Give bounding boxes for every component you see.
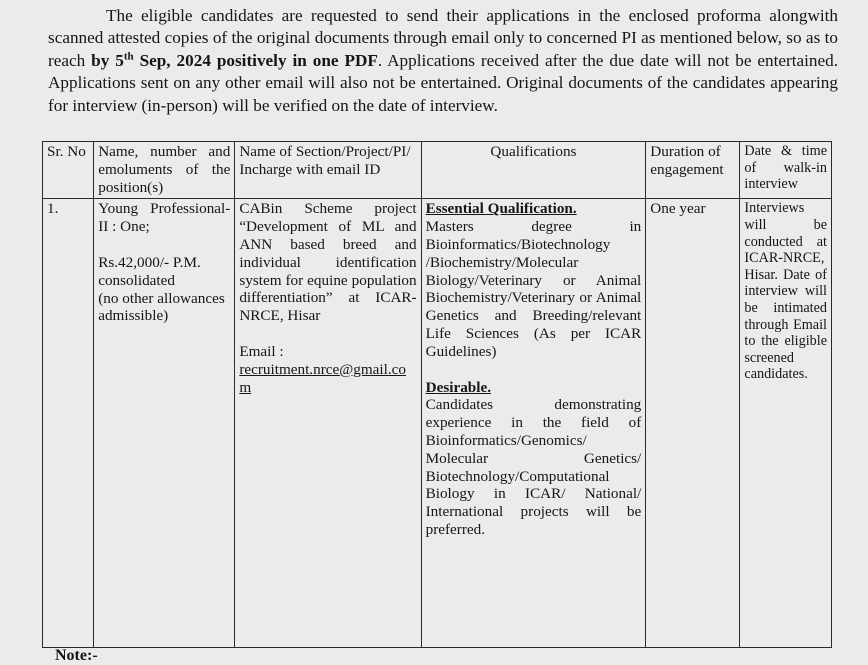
intro-part1: The eligible candidates are requested to send their applications in the enclosed proforma alongwith scanned attested copies of the original documents through email only to concerned PI as mentioned below, so as to reach bbox=[48, 6, 838, 70]
project-description: CABin Scheme project “Development of ML and ANN based breed and individual identification system for equine population differentiation” at ICAR-NRCE, Hisar bbox=[239, 200, 417, 325]
header-duration: Duration of engagement bbox=[646, 142, 740, 199]
row-walkin: Interviews will be conducted at ICAR-NRCE, Hisar. Date of interview will be intimated through Email to the eligible screened candidates. bbox=[740, 199, 832, 648]
header-section: Name of Section/Project/PI/ Incharge with email ID bbox=[235, 142, 421, 199]
table-header-row bbox=[43, 142, 832, 199]
row-qualifications-cell bbox=[421, 199, 646, 648]
header-qualifications: Qualifications bbox=[421, 142, 646, 199]
essential-text: Masters degree in Bioinformatics/Biotechnology /Biochemistry/Molecular Biology/Veterinary or Animal Biochemistry/Veterinary or Animal Genetics and Breeding/relevant Life Sciences (As per ICAR Guidelines) bbox=[425, 218, 642, 360]
desirable-text: Candidates demonstrating experience in the field of Bioinformatics/Genomics/ Molecular Genetics/ Biotechnology/Computational Biology in ICAR/ National/ International projects will be preferred. bbox=[425, 396, 642, 538]
row-position-cell bbox=[94, 199, 235, 648]
note-label: Note:- bbox=[55, 647, 98, 664]
row-duration: One year bbox=[646, 199, 740, 648]
position-salary: Rs.42,000/- P.M. consolidated bbox=[98, 253, 201, 289]
deadline: by 5th Sep, 2024 positively in one PDF bbox=[91, 50, 378, 70]
email-label: Email : bbox=[239, 342, 284, 360]
intro-paragraph bbox=[48, 5, 838, 117]
header-sr: Sr. No bbox=[43, 142, 94, 199]
row-project-cell bbox=[235, 199, 421, 648]
vacancy-table bbox=[42, 141, 832, 648]
intro-part2: . Applications received after the due date will not be entertained. Applications sent on any other email will also not be entertained. Original documents of the candidates appearing for interview (in-person) will be verified on the date of interview. bbox=[48, 50, 839, 115]
row-sr: 1. bbox=[43, 199, 94, 648]
position-title: Young Professional-II : One; bbox=[98, 200, 231, 236]
email-link[interactable]: recruitment.nrce@gmail.com bbox=[239, 360, 406, 396]
header-name: Name, number and emoluments of the position(s) bbox=[94, 142, 235, 199]
position-allowance: (no other allowances admissible) bbox=[98, 289, 225, 325]
header-walkin: Date & time of walk-in interview bbox=[740, 142, 832, 199]
table-row bbox=[43, 199, 832, 648]
desirable-heading: Desirable. bbox=[425, 378, 491, 396]
essential-heading: Essential Qualification. bbox=[425, 200, 577, 218]
